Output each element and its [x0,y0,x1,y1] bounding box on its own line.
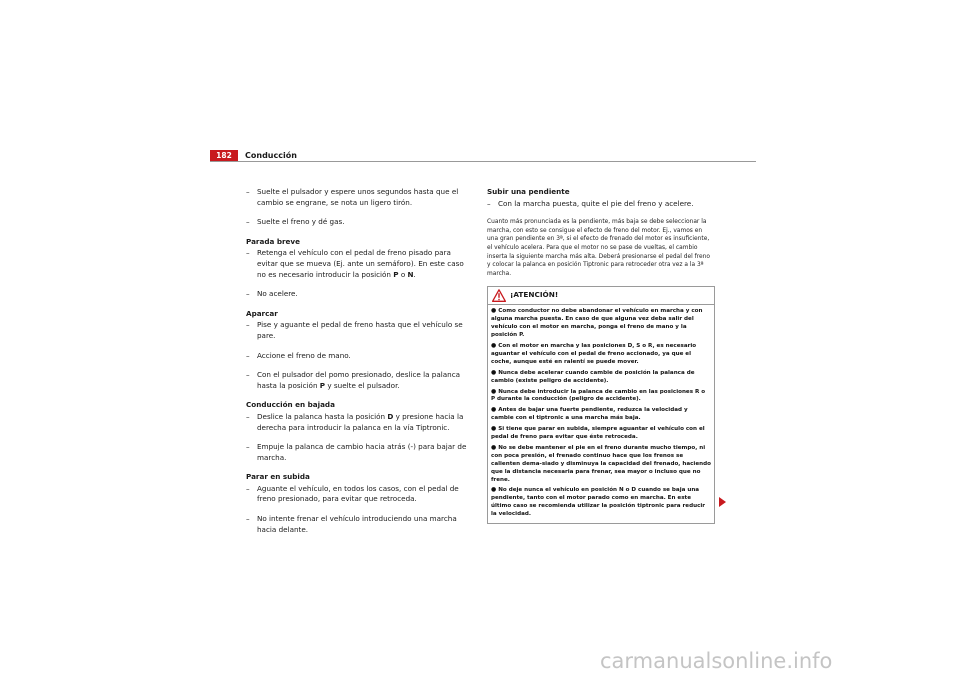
bullet-icon: ● [491,486,497,494]
warning-item-text: No se debe mantener el pie en el freno durante mucho tiempo, ni con poca presión, el frenado continuo hace que los frenos se calienten dema-siado y disminuya la capacidad del frenado, haciendo que la distancia necesaria para frenar, sea mayor o incluso que no frene. [491,444,711,483]
warning-item-text: Como conductor no debe abandonar el vehículo en marcha y con alguna marcha puesta. En caso de que alguna vez deba salir del vehículo con el motor en marcha, ponga el freno de mano y la posición P. [491,308,703,339]
watermark-text: carmanualsonline.info [600,649,833,673]
warning-item-text: Antes de bajar una fuerte pendiente, reduzca la velocidad y cambie con el tiptronic a una marcha más baja. [491,407,688,422]
dash-marker: – [246,442,250,452]
warning-item-text: Nunca debe introducir la palanca de cambio en las posiciones R o P durante la conducción (peligro de accidente). [491,388,706,403]
warning-title: ¡ATENCIÓN! [510,290,559,300]
left-column [246,187,473,544]
dash-marker: – [246,187,250,196]
warning-item-text: No deje nunca el vehículo en posición N o D cuando se baja una pendiente, tanto con el motor parado como en marcha. En este último caso se recomienda utilizar la posición tiptronic para reducir la velocidad. [491,487,706,518]
page-header [210,150,756,162]
slope-info-paragraph: Cuanto más pronunciada es la pendiente, más baja se debe seleccionar la marcha, con esto se consigue el efecto de freno del motor. Ej., vamos en una gran pendiente en 3ª, si el efecto de frenado del motor es insuficiente, el vehículo acelera. Para que el motor no se pase de vueltas, el cambio inserta la siguiente marcha más alta. Deberá presionarse el pedal del freno y colocar la palanca en posición Tiptronic para retroceder otra vez a la 3ª marcha. [487,219,710,277]
step-slide-lever [246,370,473,391]
dash-marker: – [246,411,250,421]
warning-box [487,286,715,524]
warning-item [491,388,711,405]
bullet-icon: ● [491,443,497,451]
step-press-brake [246,320,473,341]
warning-header [488,287,714,305]
dash-marker: – [246,248,250,258]
bullet-icon: ● [491,387,497,395]
dash-marker: – [246,514,250,524]
dash-marker: – [246,483,250,493]
warning-item [491,307,711,340]
chapter-title: Conducción [245,151,297,160]
warning-item-text: Nunca debe acelerar cuando cambie de posición la palanca de cambio (existe peligro de accidente). [491,369,695,384]
position-p: P [393,269,399,279]
step-hold-vehicle [246,484,473,505]
step-text: No acelere. [257,289,298,299]
position-n: N [407,269,414,279]
step-tiptronic [246,412,473,433]
step-hold-brake [246,248,473,280]
step-text: Con la marcha puesta, quite el pie del freno y acelere. [498,198,694,208]
step-text: Con el pulsador del pomo presionado, deslice la palanca hasta la posición [257,370,461,390]
bullet-icon: ● [491,406,497,414]
warning-item [491,486,711,519]
step-text: Suelte el freno y dé gas. [257,217,345,227]
bullet-icon: ● [491,425,497,433]
step-text: Aguante el vehículo, en todos los casos, con el pedal de freno presionado, para evitar que retroceda. [257,483,459,504]
step-text: Empuje la palanca de cambio hacia atrás (-) para bajar de marcha. [257,442,467,462]
dash-marker: – [487,198,491,208]
warning-item [491,444,711,485]
continue-arrow-icon [719,497,726,507]
step-release-brake [246,217,473,228]
heading-parada-breve: Parada breve [246,236,300,246]
heading-conduccion-bajada: Conducción en bajada [246,400,335,410]
step-downshift [246,442,473,463]
warning-item-text: Si tiene que parar en subida, siempre aguantar el vehículo con el pedal de freno para evitar que éste retroceda. [491,426,705,441]
step-text: Deslice la palanca hasta la posición [257,411,388,421]
dash-marker: – [246,217,250,227]
warning-item-text: Con el motor en marcha y las posiciones D, S o R, es necesario aguantar el vehículo con el pedal de freno accionado, ya que el coche, aunque esté en ralentí se puede mover. [491,342,697,365]
step-text: No intente frenar el vehículo introduciendo una marcha hacia delante. [257,514,457,534]
step-no-forward-gear [246,514,473,535]
dash-marker: – [246,350,250,360]
step-text-end: y presione hacia la derecha para introducir la palanca en la vía Tiptronic. [257,411,464,432]
heading-aparcar: Aparcar [246,308,278,318]
step-release-button [246,187,473,208]
step-text: Suelte el pulsador y espere unos segundos hasta que el cambio se engrane, se nota un ligero tirón. [257,187,459,207]
page-number: 182 [210,150,238,162]
bullet-icon: ● [491,307,497,315]
step-handbrake [246,351,473,362]
header-rule [210,161,756,162]
step-text: Retenga el vehículo con el pedal de freno pisado para evitar que se mueva (Ej. ante un semáforo). En este caso no es necesario introducir la posición [257,248,464,279]
dash-marker: – [246,289,250,299]
dash-marker: – [246,370,250,380]
heading-parar-subida: Parar en subida [246,472,310,482]
bullet-icon: ● [491,368,497,376]
position-p: P [319,380,326,390]
step-release-and-accelerate [487,199,715,210]
step-text-end: y suelte el pulsador. [325,380,400,390]
warning-item [491,425,711,442]
step-text: Pise y aguante el pedal de freno hasta que el vehículo se pare. [257,320,463,340]
warning-triangle-icon [492,289,506,302]
step-no-accelerate [246,289,473,300]
warning-item [491,342,711,367]
right-column [487,187,715,524]
step-text: Accione el freno de mano. [257,350,351,360]
warning-item [491,406,711,423]
heading-subir-pendiente: Subir una pendiente [487,187,570,196]
bullet-icon: ● [491,341,497,349]
position-d: D [387,411,394,421]
warning-item [491,369,711,386]
step-text-end: . [413,269,416,279]
warning-body [488,305,714,523]
step-text-connector: o [398,269,408,279]
dash-marker: – [246,320,250,330]
